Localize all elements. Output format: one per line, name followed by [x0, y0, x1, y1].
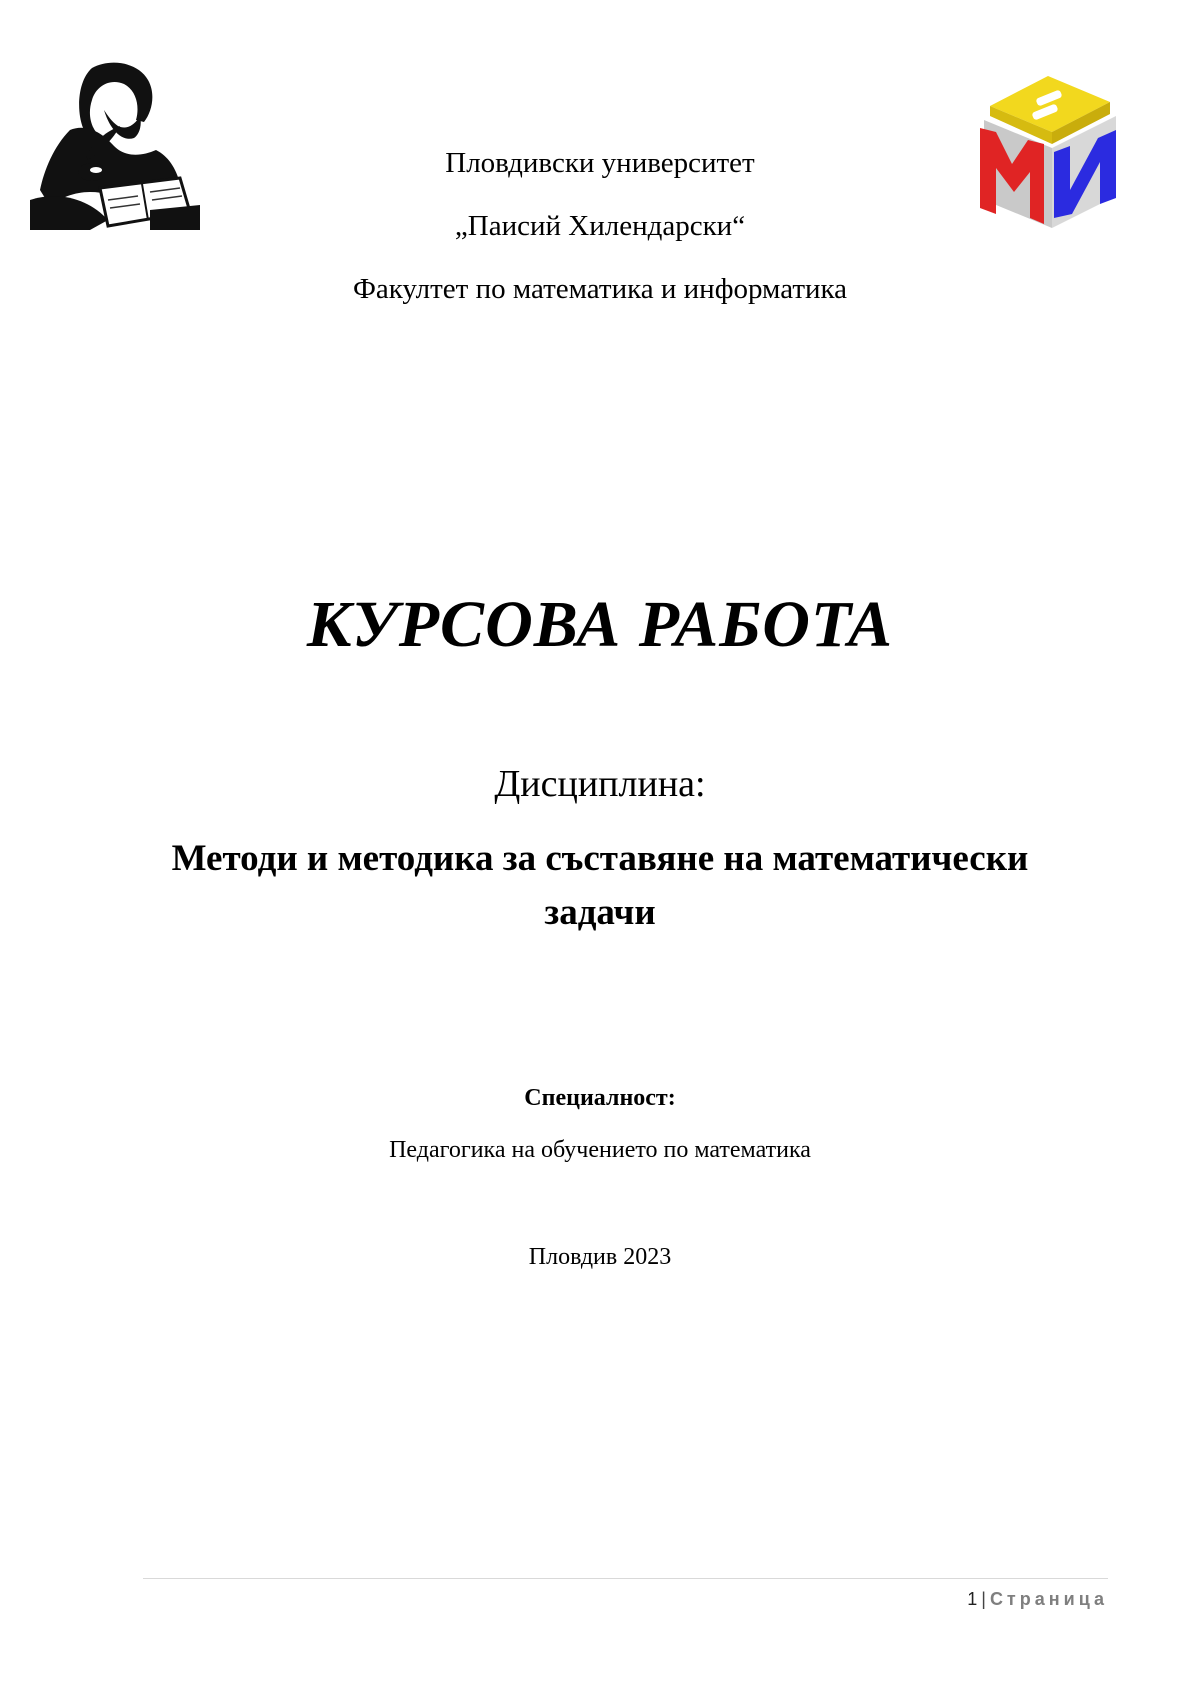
paisiy-hilendarski-logo-icon [30, 60, 200, 230]
university-name-line: „Паисий Хилендарски“ [454, 210, 746, 242]
footer-divider [143, 1578, 1108, 1579]
specialty-label: Специалност: [524, 1085, 676, 1111]
specialty-value: Педагогика на обучението по математика [389, 1137, 811, 1163]
city-year: Пловдив 2023 [528, 1244, 672, 1270]
faculty-line: Факултет по математика и информатика [352, 273, 848, 305]
page-footer [900, 1587, 1108, 1611]
discipline-label: Дисциплина: [494, 763, 706, 805]
university-line: Пловдивски университет [445, 147, 755, 179]
discipline-name: Методи и методика за съставяне на математически задачи [171, 838, 1029, 933]
page-number: 1 [967, 1589, 978, 1609]
page-word: Страница [989, 1589, 1108, 1609]
footer-separator: | [981, 1589, 986, 1609]
document-title: КУРСОВА РАБОТА [306, 588, 894, 661]
